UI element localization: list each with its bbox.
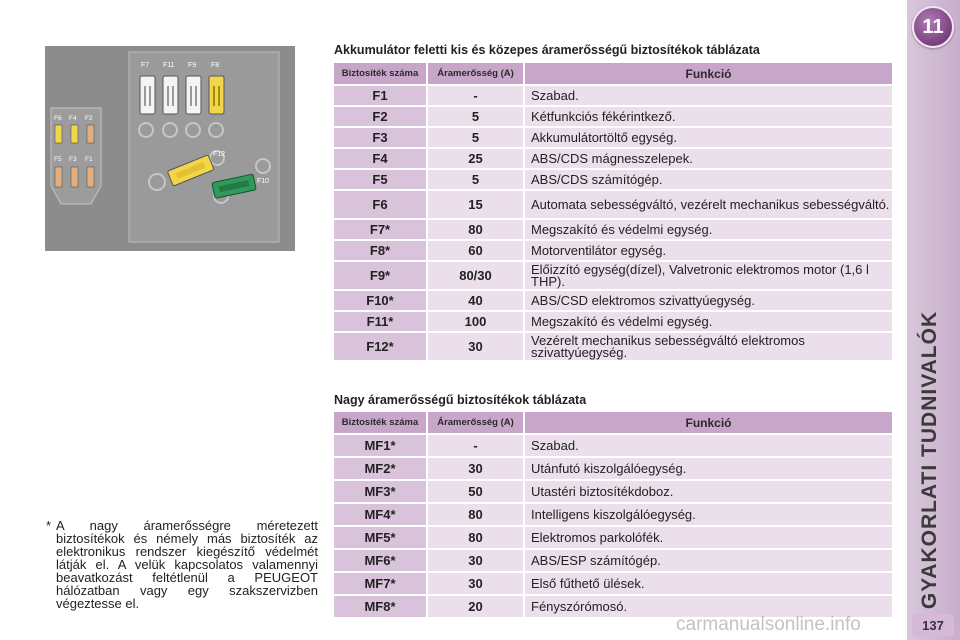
chapter-number-badge: 11 xyxy=(912,6,954,48)
label-f1: F1 xyxy=(85,156,93,163)
fuse-number: F4 xyxy=(334,149,428,168)
low-medium-fuse-table xyxy=(334,61,892,362)
fuse-amperage: 60 xyxy=(428,241,525,260)
fuse-number: MF4* xyxy=(334,504,428,525)
fuse-amperage: 80 xyxy=(428,527,525,548)
fuse-number: MF7* xyxy=(334,573,428,594)
fuse-function: Fényszórómosó. xyxy=(525,596,892,617)
fuse-amperage: 15 xyxy=(428,191,525,218)
fuse-f9 xyxy=(186,76,201,114)
table2-title: Nagy áramerősségű biztosítékok táblázata xyxy=(334,393,587,407)
fuse-amperage: 80 xyxy=(428,220,525,239)
fuse-f3 xyxy=(71,167,78,187)
fuse-function: Első fűthető ülések. xyxy=(525,573,892,594)
label-f12: F12 xyxy=(213,151,226,158)
fuse-amperage: 50 xyxy=(428,481,525,502)
fuse-number: MF2* xyxy=(334,458,428,479)
fuse-box-illustration xyxy=(45,46,295,251)
fuse-f2 xyxy=(87,125,94,143)
fuse-number: MF8* xyxy=(334,596,428,617)
fuse-amperage: - xyxy=(428,86,525,105)
fuse-function: Intelligens kiszolgálóegység. xyxy=(525,504,892,525)
fuse-number: MF3* xyxy=(334,481,428,502)
fuse-function: Szabad. xyxy=(525,435,892,456)
table-row xyxy=(334,128,892,147)
fuse-amperage: 5 xyxy=(428,128,525,147)
fuse-amperage: 40 xyxy=(428,291,525,310)
page-number: 137 xyxy=(912,614,954,636)
fuse-amperage: - xyxy=(428,435,525,456)
fuse-f5 xyxy=(55,167,62,187)
fuse-number: F10* xyxy=(334,291,428,310)
label-f9: F9 xyxy=(188,62,197,69)
table-row xyxy=(334,241,892,260)
fuse-function: Utastéri biztosítékdoboz. xyxy=(525,481,892,502)
table-row xyxy=(334,550,892,571)
fuse-f6 xyxy=(55,125,62,143)
fuse-amperage: 30 xyxy=(428,573,525,594)
fuse-number: MF1* xyxy=(334,435,428,456)
fuse-number: F3 xyxy=(334,128,428,147)
table-row xyxy=(334,86,892,105)
fuse-function: Automata sebességváltó, vezérelt mechanikus sebességváltó. xyxy=(525,191,892,218)
fuse-function: Megszakító és védelmi egység. xyxy=(525,220,892,239)
header-amperage: Áramerősség (A) xyxy=(428,412,525,433)
fuse-amperage: 5 xyxy=(428,170,525,189)
fuse-number: MF5* xyxy=(334,527,428,548)
table1-title: Akkumulátor feletti kis és közepes áramerősségű biztosítékok táblázata xyxy=(334,43,760,57)
fuse-amperage: 25 xyxy=(428,149,525,168)
table-row xyxy=(334,191,892,218)
header-fuse-number: Biztosíték száma xyxy=(334,63,428,84)
fuse-function: ABS/CDS számítógép. xyxy=(525,170,892,189)
fuse-amperage: 30 xyxy=(428,458,525,479)
label-f4: F4 xyxy=(69,115,77,122)
fuse-function: Megszakító és védelmi egység. xyxy=(525,312,892,331)
fuse-function: Utánfutó kiszolgálóegység. xyxy=(525,458,892,479)
fuse-number: F6 xyxy=(334,191,428,218)
fuse-number: F9* xyxy=(334,262,428,289)
fuse-amperage: 100 xyxy=(428,312,525,331)
fuse-function: Akkumulátortöltő egység. xyxy=(525,128,892,147)
fuse-f8 xyxy=(209,76,224,114)
label-f7: F7 xyxy=(141,62,150,69)
table-row xyxy=(334,333,892,360)
table-row xyxy=(334,149,892,168)
table-row xyxy=(334,107,892,126)
fuse-function: Elektromos parkolófék. xyxy=(525,527,892,548)
footnote-text: A nagy áramerősségre méretezett biztosítékok és némely más biztosíték az elektronikus rendszer kiegészítő védelmét látják el. A velük kapcsolatos valamennyi beavatkozást feltétlenül a PEUGEOT hálózatban vagy egy szakszervizben végeztesse el. xyxy=(56,518,318,611)
table-row xyxy=(334,220,892,239)
header-function: Funkció xyxy=(525,63,892,84)
fuse-f4 xyxy=(71,125,78,143)
fuse-function: Motorventilátor egység. xyxy=(525,241,892,260)
fuse-number: F8* xyxy=(334,241,428,260)
fuse-number: F11* xyxy=(334,312,428,331)
label-f10: F10 xyxy=(257,178,270,185)
fuse-amperage: 5 xyxy=(428,107,525,126)
fuse-function: Kétfunkciós fékérintkező. xyxy=(525,107,892,126)
fuse-amperage: 30 xyxy=(428,333,525,360)
fuse-function: ABS/ESP számítógép. xyxy=(525,550,892,571)
watermark: carmanualsonline.info xyxy=(676,614,861,635)
fuse-number: F7* xyxy=(334,220,428,239)
fuse-amperage: 20 xyxy=(428,596,525,617)
table-row xyxy=(334,291,892,310)
table-row xyxy=(334,527,892,548)
table-row xyxy=(334,481,892,502)
chapter-title: GYAKORLATI TUDNIVALÓK xyxy=(918,310,941,610)
fuse-function: ABS/CDS mágnesszelepek. xyxy=(525,149,892,168)
fuse-function: Vezérelt mechanikus sebességváltó elektromos szivattyúegység. xyxy=(525,333,892,360)
label-f6: F6 xyxy=(54,115,62,122)
fuse-number: F1 xyxy=(334,86,428,105)
fuse-function: Szabad. xyxy=(525,86,892,105)
fuse-function: Előizzító egység(dízel), Valvetronic elektromos motor (1,6 l THP). xyxy=(525,262,892,289)
table-row xyxy=(334,170,892,189)
table-row xyxy=(334,458,892,479)
footnote xyxy=(46,519,318,610)
fuse-amperage: 80/30 xyxy=(428,262,525,289)
header-fuse-number: Biztosíték száma xyxy=(334,412,428,433)
table-row xyxy=(334,435,892,456)
fuse-f7 xyxy=(140,76,155,114)
table-row xyxy=(334,262,892,289)
label-f5: F5 xyxy=(54,156,62,163)
label-f8: F8 xyxy=(211,62,220,69)
fuse-amperage: 30 xyxy=(428,550,525,571)
fuse-number: F5 xyxy=(334,170,428,189)
fuse-number: MF6* xyxy=(334,550,428,571)
header-function: Funkció xyxy=(525,412,892,433)
label-f2: F2 xyxy=(85,115,93,122)
fuse-f11 xyxy=(163,76,178,114)
label-f3: F3 xyxy=(69,156,77,163)
fuse-amperage: 80 xyxy=(428,504,525,525)
header-amperage: Áramerősség (A) xyxy=(428,63,525,84)
label-f11: F11 xyxy=(163,62,175,69)
high-current-fuse-table xyxy=(334,410,892,619)
fuse-f1 xyxy=(87,167,94,187)
table-row xyxy=(334,504,892,525)
footnote-marker: * xyxy=(46,518,52,533)
fuse-number: F12* xyxy=(334,333,428,360)
table-row xyxy=(334,312,892,331)
fuse-function: ABS/CSD elektromos szivattyúegység. xyxy=(525,291,892,310)
table-row xyxy=(334,573,892,594)
fuse-number: F2 xyxy=(334,107,428,126)
